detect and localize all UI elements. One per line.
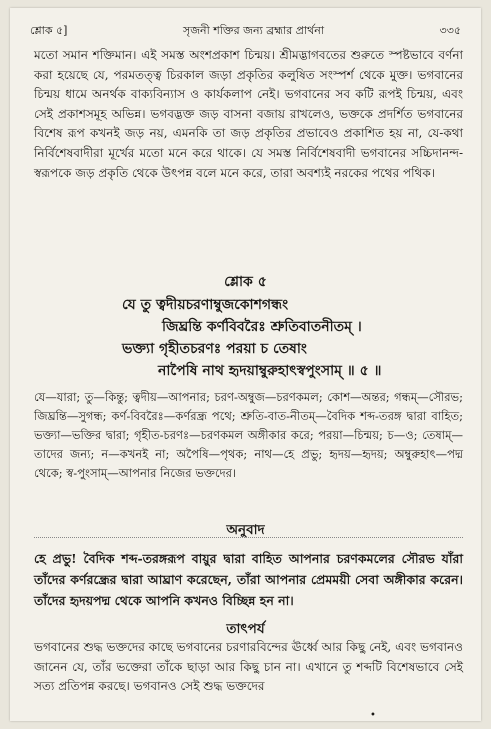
footer-mark: • <box>370 710 376 721</box>
purport-continued-paragraph: মতো সমান শক্তিমান। এই সমস্ত অংশপ্রকাশ চিন্ময়। শ্রীমদ্ভাগবতের শুরুতে স্পষ্টভাবে বর্ণনা করা হয়েছে যে, পরমতত্ত্ব চিরকাল জড়া প্রকৃতির কলুষিত সংস্পর্শ থেকে মুক্ত। ভগবানের চিন্ময় ধামে অনর্থক বাক্যবিন্যাস ও কার্যকলাপ নেই। ভগবানের সব কটি রূপই চিন্ময়, এবং সেই প্রকাশসমূহ অভিন্ন। ভগবদ্ভক্ত জড় বাসনা বজায় রাখলেও, ভক্তকে প্রদর্শিত ভগবানের বিশেষ রূপ কখনই জড় নয়, এমনকি তা জড় প্রকৃতির প্রভাবেও প্রকাশিত হয় না, যে-কথা নির্বিশেষবাদীরা মূর্খের মতো মনে করে থাকে। যে সমস্ত নির্বিশেষবাদী ভগবানের সচ্চিদানন্দ-স্বরূপকে জড় প্রকৃতি থেকে উৎপন্ন বলে মনে করে, তারা অবশ্যই নরকের পথের পথিক। <box>34 48 463 180</box>
verse-line-4: নাপৈষি নাথ হৃদয়াম্বুরুহাৎস্বপুংসাম্‌ ॥ ৫ ॥ <box>158 363 382 379</box>
page-header <box>30 22 461 40</box>
verse-line-2: জিঘ্রন্তি কর্ণবিবরৈঃ শ্রুতিবাতনীতম্‌ । <box>162 319 362 335</box>
translation-paragraph: হে প্রভু! বৈদিক শব্দ-তরঙ্গরূপ বায়ুর দ্বারা বাহিত আপনার চরণকমলের সৌরভ যাঁরা তাঁদের কর্ণরন্ধ্রের দ্বারা আঘ্রাণ করেছেন, তাঁরা আপনার প্রেমময়ী সেবা অঙ্গীকার করেন। তাঁদের হৃদয়পদ্ম থেকে আপনি কখনও বিচ্ছিন্ন হন না। <box>34 551 463 608</box>
purport-heading: তাৎপর্য <box>226 621 265 637</box>
verse-heading: শ্লোক ৫ <box>224 274 267 290</box>
synonyms-paragraph: যে—যারা; তু—কিন্তু; ত্বদীয়—আপনার; চরণ-অম্বুজ—চরণকমল; কোশ—অন্তর; গন্ধম্‌—সৌরভ; জিঘ্রন্তি—সুগন্ধ; কর্ণ-বিবরৈঃ—কর্ণরন্ধ্র পথে; শ্রুতি-বাত-নীতম্‌—বৈদিক শব্দ-তরঙ্গ দ্বারা বাহিত; ভক্ত্যা—ভক্তির দ্বারা; গৃহীত-চরণঃ—চরণকমল অঙ্গীকার করে; পরয়া—চিন্ময়; চ—ও; তেষাম্‌—তাদের জন্য; ন—কখনই না; অপৈষি—পৃথক; নাথ—হে প্রভু; হৃদয়—হৃদয়; অম্বুরুহাৎ—পদ্ম থেকে; স্ব-পুংসাম্‌—আপনার নিজের ভক্তদের। <box>34 390 463 480</box>
purport-paragraph: ভগবানের শুদ্ধ ভক্তদের কাছে ভগবানের চরণারবিন্দের ঊর্ধ্বে আর কিছু নেই, এবং ভগবানও জানেন যে, তাঁর ভক্তেরা তাঁকে ছাড়া আর কিছু চান না। এখানে তু শব্দটি বিশেষভাবে সেই সত্য প্রতিপন্ন করছে। ভগবানও সেই শুদ্ধ ভক্তদের <box>34 640 463 694</box>
header-verse-ref: শ্লোক ৫] <box>30 23 68 37</box>
translation-heading: অনুবাদ <box>226 522 265 538</box>
verse-line-3: ভক্ত্যা গৃহীতচরণঃ পরয়া চ তেষাং <box>122 341 307 357</box>
verse-line-1: যে তু ত্বদীয়চরণাম্বুজকোশগন্ধং <box>122 297 289 313</box>
header-page-number: ৩৩৫ <box>439 23 461 37</box>
section-divider <box>34 537 463 538</box>
header-chapter-title: সৃজনী শক্তির জন্য ব্রহ্মার প্রার্থনা <box>182 23 325 37</box>
book-page <box>10 8 481 721</box>
